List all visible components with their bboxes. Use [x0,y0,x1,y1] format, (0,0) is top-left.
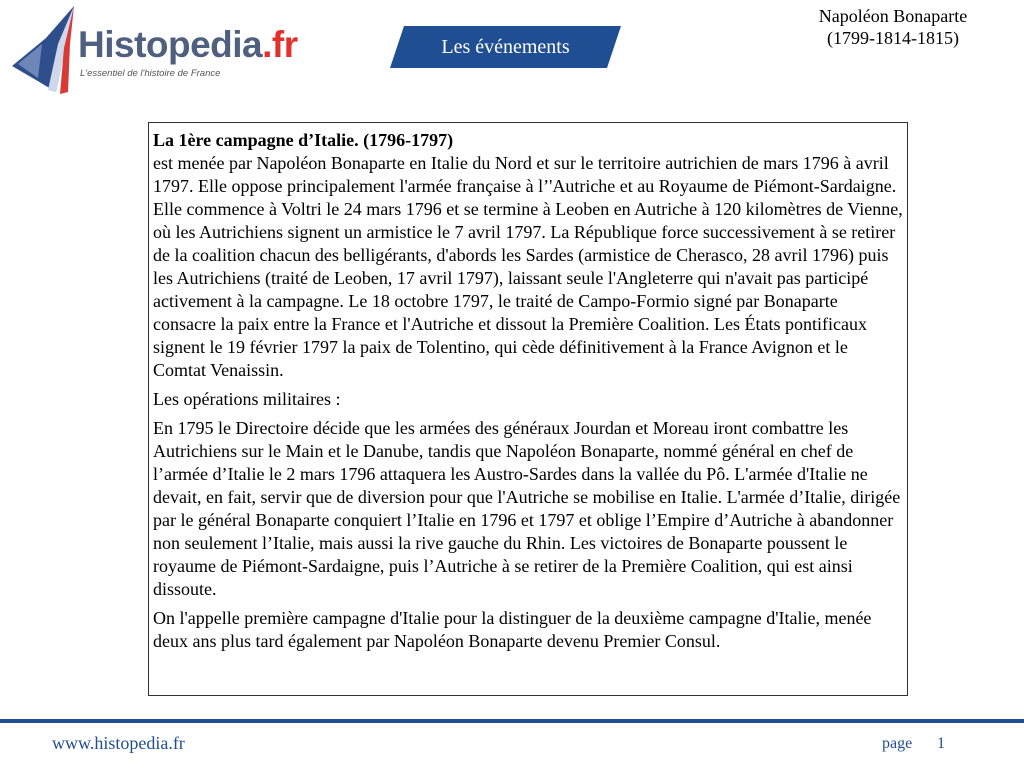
document-header [790,5,996,49]
logo-wordmark [78,26,298,63]
flag-logo-icon [8,4,84,96]
site-logo[interactable] [8,4,298,96]
article-intro [153,129,903,382]
logo-word-main: Histopedia [78,24,263,65]
header-subject: Napoléon Bonaparte [818,6,968,26]
article-paragraph-4: On l'appelle première campagne d'Italie pour la distinguer de la deuxième campagne d'Italie, menée deux ans plus tard également par Napoléon Bonaparte devenu Premier Consul. [153,608,872,651]
section-banner-label: Les événements [441,36,570,58]
footer-page-label: page [882,735,913,752]
logo-word-tld: .fr [262,24,298,65]
article-paragraph-1: est menée par Napoléon Bonaparte en Italie du Nord et sur le territoire autrichien de mars 1796 à avril 1797. Elle oppose principalement l'armée française à l’'Autriche et au Royaume de Piémont-Sardaigne. Elle commence à Voltri le 24 mars 1796 et se termine à Leoben en Autriche à 120 kilomètres de Vienne, où les Autrichiens signent un armistice le 7 avril 1797. La République force successivement à se retirer de la coalition chacun des belligérants, d'abords les Sardes (armistice de Cherasco, 28 avril 1796) puis les Autrichiens (traité de Leoben, 17 avril 1797), laissant seule l'Angleterre qui n'avait pas participé activement à la campagne. Le 18 octobre 1797, le traité de Campo-Formio signé par Bonaparte consacre la paix entre la France et l'Autriche et dissout la Première Coalition. Les États pontificaux signent le 19 février 1797 la paix de Tolentino, qui cède définitivement à la France Avignon et le Comtat Venaissin. [153,153,903,380]
logo-tagline: L'essentiel de l'histoire de France [80,68,221,79]
article-paragraph-2: Les opérations militaires : [153,389,341,409]
article-box [148,122,908,696]
footer-website-link[interactable]: www.histopedia.fr [52,733,185,753]
header-dates: (1799-1814-1815) [827,28,959,48]
article-paragraph-3: En 1795 le Directoire décide que les armées des généraux Jourdan et Moreau iront combattre les Autrichiens sur le Main et le Danube, tandis que Napoléon Bonaparte, nommé général en chef de l’armée d’Italie le 2 mars 1796 attaquera les Austro-Sardes dans la vallée du Pô. L'armée d'Italie ne devait, en fait, servir que de diversion pour que l'Autriche se mobilise en Italie. L'armée d’Italie, dirigée par le général Bonaparte conquiert l’Italie en 1796 et 1797 et oblige l’Empire d’Autriche à abandonner non seulement l’Italie, mais aussi la rive gauche du Rhin. Les victoires de Bonaparte poussent le royaume de Piémont-Sardaigne, puis l’Autriche à se retirer de la Première Coalition, qui est ainsi dissoute. [153,418,901,599]
footer-page-number: 1 [937,735,945,752]
article-title: La 1ère campagne d’Italie. (1796-1797) [153,130,454,150]
footer-divider [0,719,1024,723]
section-banner [390,26,621,68]
